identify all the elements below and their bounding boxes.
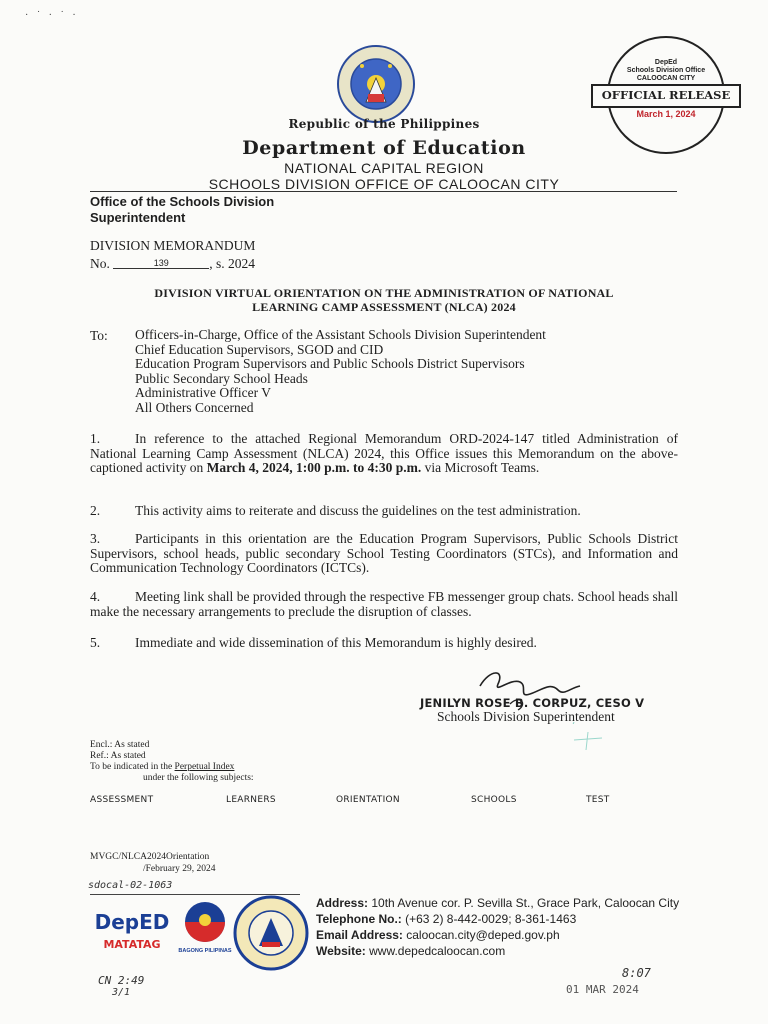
subject-item: SCHOOLS — [471, 795, 517, 805]
department-name: Department of Education — [242, 137, 526, 159]
paragraph-1 — [90, 432, 678, 476]
bagong-pilipinas-logo — [174, 898, 236, 960]
recipient-item: All Others Concerned — [135, 399, 254, 415]
received-date-stamp: 01 MAR 2024 — [566, 983, 639, 996]
recipient-item: Chief Education Supervisors, SGOD and CID — [135, 341, 384, 357]
to-label: To: — [90, 328, 108, 343]
paragraph-5-text: Immediate and wide dissemination of this Memorandum is highly desired. — [135, 635, 537, 650]
paragraph-1-text-b: via Microsoft Teams. — [421, 460, 540, 476]
release-time-handwritten: 8:07 — [622, 966, 651, 980]
email-value: caloocan.city@deped.gov.ph — [402, 928, 560, 942]
website-label: Website: — [316, 944, 366, 958]
subjects-label: under the following subjects: — [143, 773, 254, 783]
memo-number-line — [90, 256, 255, 272]
recipient-list — [135, 328, 546, 416]
address-label: Address: — [316, 896, 369, 910]
website-value: www.depedcaloocan.com — [365, 944, 506, 958]
email-label: Email Address: — [316, 928, 403, 942]
paragraph-1-text-a: In reference to the attached Regional Memorandum ORD-2024-147 titled Administration of National Learning Camp Assessment (NLCA) 2024, this Office issues this Memorandum on the above-captioned activity on — [90, 431, 678, 476]
paragraph-number: 4. — [90, 589, 101, 604]
enclosure-note: Encl.: As stated — [90, 740, 150, 750]
paragraph-5 — [90, 636, 678, 651]
index-prefix: To be indicated in the — [90, 762, 175, 772]
office-line-1: Office of the Schools Division — [90, 194, 275, 209]
paragraph-1-schedule: March 4, 2024, 1:00 p.m. to 4:30 p.m. — [206, 460, 422, 476]
signatory-title: Schools Division Superintendent — [437, 709, 615, 724]
division-name: SCHOOLS DIVISION OFFICE OF CALOOCAN CITY — [208, 176, 560, 192]
memo-title-line2: LEARNING CAMP ASSESSMENT (NLCA) 2024 — [252, 300, 516, 314]
memo-series: , s. 2024 — [209, 256, 256, 271]
contact-email — [316, 928, 560, 942]
office-heading — [90, 194, 274, 226]
memo-number: 139 — [113, 258, 209, 269]
stamp-date: March 1, 2024 — [636, 109, 696, 119]
recipient-item: Public Secondary School Heads — [135, 370, 308, 386]
stamp-office-line2: Schools Division Office — [626, 67, 706, 74]
sdo-caloocan-logo — [232, 894, 310, 972]
contact-address — [316, 896, 679, 910]
stamp-office-line1: DepEd — [654, 59, 678, 66]
stamp-label: OFFICIAL RELEASE — [601, 88, 731, 102]
memo-type: DIVISION MEMORANDUM — [90, 238, 256, 253]
receipt-date-handwritten: 3/1 — [112, 987, 131, 998]
recipient-item: Education Program Supervisors and Public Schools District Supervisors — [135, 356, 525, 372]
reference-note: Ref.: As stated — [90, 751, 146, 761]
address-value: 10th Avenue cor. P. Sevilla St., Grace Park, Caloocan City — [368, 896, 680, 910]
paragraph-number: 5. — [90, 635, 101, 650]
initial-mark-icon — [572, 728, 606, 752]
phone-value: (+63 2) 8-442-0029; 8-361-1463 — [401, 912, 577, 926]
memo-no-label: No. — [90, 256, 110, 271]
memo-title-line1: DIVISION VIRTUAL ORIENTATION ON THE ADMINISTRATION OF NATIONAL — [154, 286, 614, 300]
bagong-pilipinas-text: BAGONG PILIPINAS — [178, 948, 232, 954]
deped-seal-icon — [336, 44, 416, 124]
subject-item: TEST — [586, 795, 610, 805]
office-line-2: Superintendent — [90, 210, 186, 225]
paragraph-4 — [90, 590, 678, 619]
header-divider — [90, 191, 677, 192]
paragraph-number: 2. — [90, 503, 101, 518]
contact-website — [316, 944, 505, 958]
recipient-item: Officers-in-Charge, Office of the Assistant Schools Division Superintendent — [135, 327, 546, 342]
paragraph-number: 1. — [90, 431, 101, 446]
reference-date: /February 29, 2024 — [143, 864, 216, 874]
paragraph-number: 3. — [90, 531, 101, 546]
deped-wordmark: DepED — [94, 910, 170, 934]
index-note — [90, 762, 234, 773]
contact-phone — [316, 912, 576, 926]
subject-item: ORIENTATION — [336, 795, 400, 805]
region-name: NATIONAL CAPITAL REGION — [284, 160, 484, 176]
subject-item: LEARNERS — [226, 795, 276, 805]
memo-title — [110, 286, 658, 314]
deped-matatag-logo — [92, 900, 172, 960]
phone-label: Telephone No.: — [316, 912, 402, 926]
paragraph-3-text: Participants in this orientation are the Education Program Supervisors, Public Schools District Supervisors, school heads, public secondary School Testing Coordinators (STCs), and Information and Communication Technology Coordinators (ICTCs). — [90, 531, 678, 576]
paragraph-2 — [90, 504, 678, 519]
receipt-time-handwritten: CN 2:49 — [98, 974, 145, 987]
scan-speckle: · ˙ · ˙ · — [25, 10, 79, 21]
republic-line: Republic of the Philippines — [288, 117, 480, 131]
subject-item: ASSESSMENT — [90, 795, 154, 805]
paragraph-4-text: Meeting link shall be provided through the respective FB messenger group chats. School heads shall make the necessary arrangements to preclude the disruption of classes. — [90, 589, 678, 619]
matatag-wordmark: MATATAG — [103, 938, 161, 951]
reference-code: MVGC/NLCA2024Orientation — [90, 852, 210, 862]
paragraph-3 — [90, 532, 678, 576]
perpetual-index-link: Perpetual Index — [174, 762, 235, 772]
stamp-office-line3: CALOOCAN CITY — [636, 75, 696, 82]
signatory-name: JENILYN ROSE B. CORPUZ, CESO V — [420, 696, 645, 710]
recipient-item: Administrative Officer V — [135, 385, 271, 401]
tracking-number-handwritten: sdocal-02-1063 — [88, 880, 173, 891]
paragraph-2-text: This activity aims to reiterate and discuss the guidelines on the test administration. — [135, 503, 581, 518]
